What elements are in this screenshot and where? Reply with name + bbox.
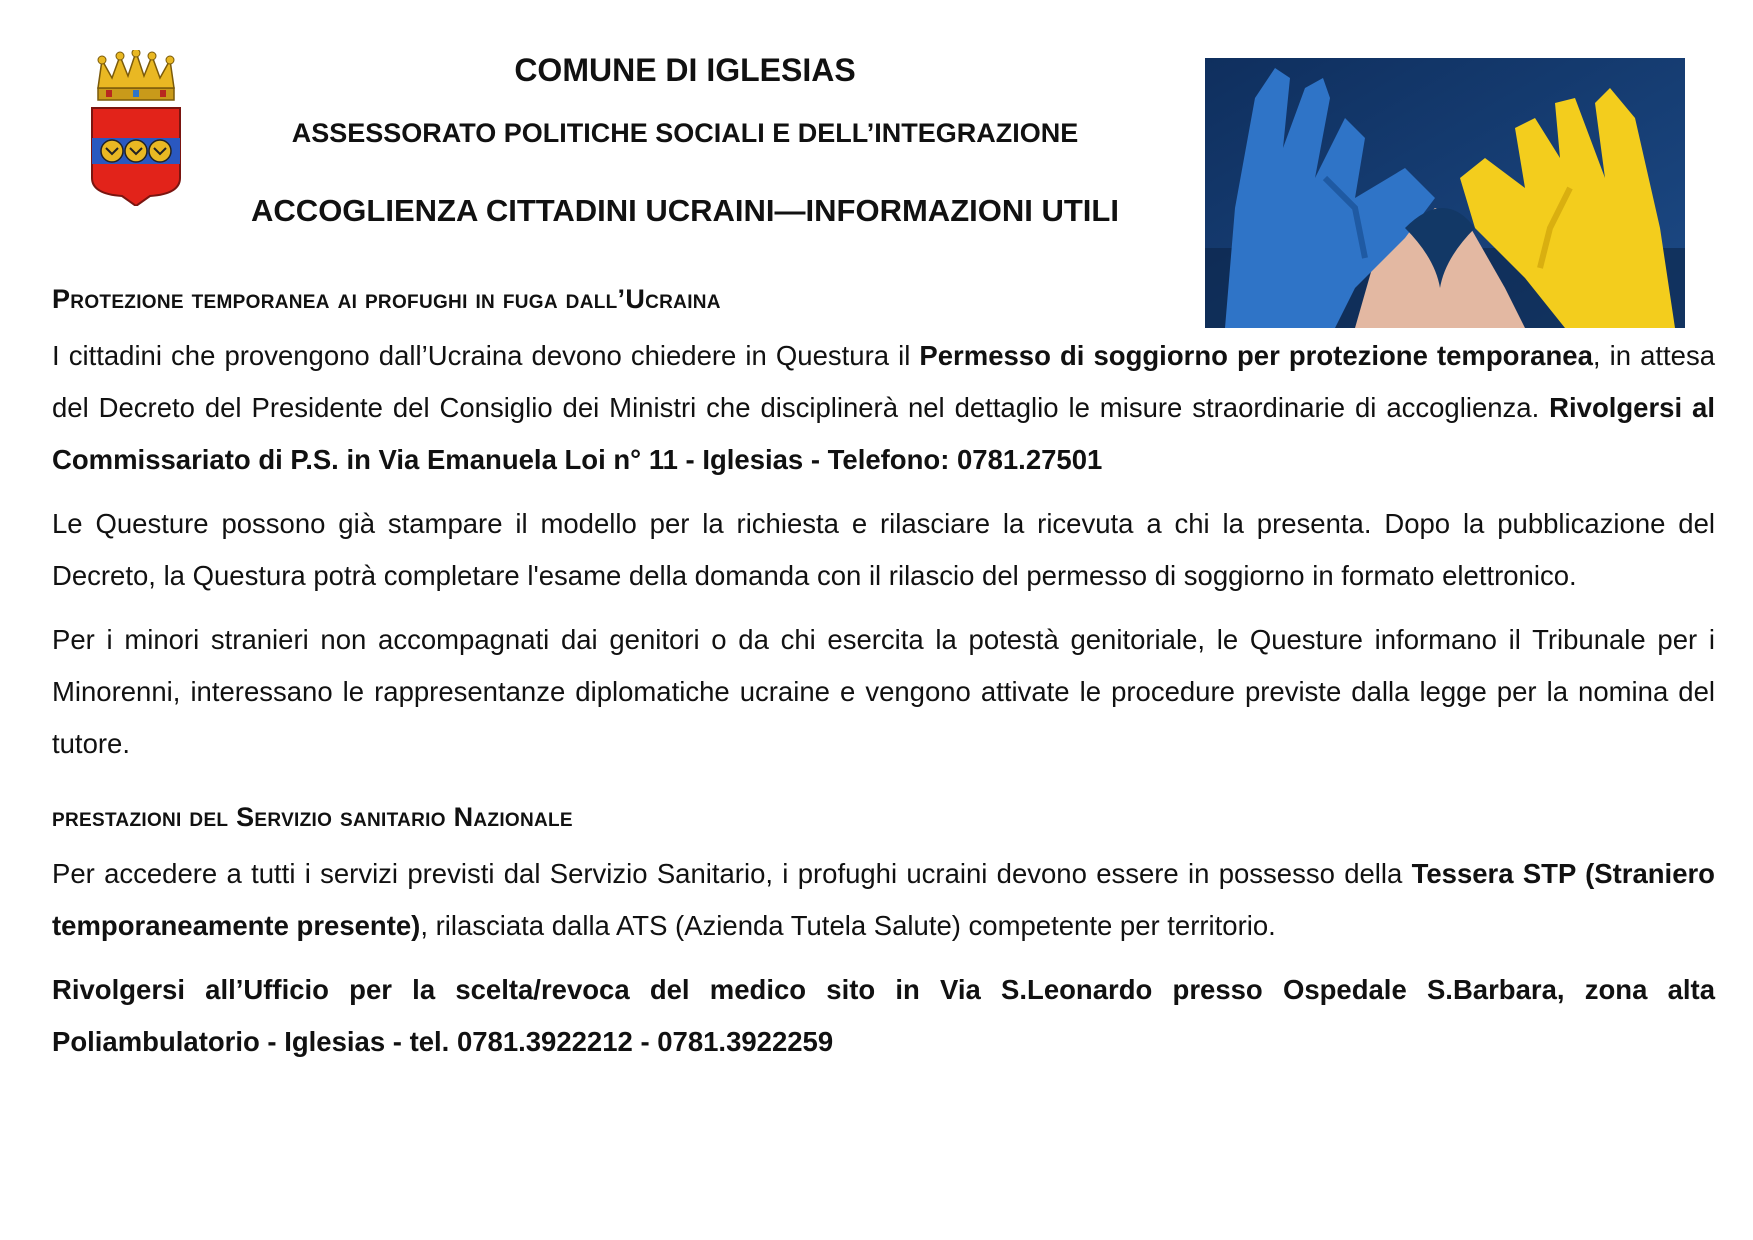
page-title: ACCOGLIENZA CITTADINI UCRAINI—INFORMAZIONI UTILI bbox=[251, 193, 1119, 228]
text-span: , rilasciata dalla ATS (Azienda Tutela Salute) competente per territorio. bbox=[420, 910, 1276, 941]
paragraph-questura-form: Le Questure possono già stampare il modello per la richiesta e rilasciare la ricevuta a chi la presenta. Dopo la pubblicazione del Decreto, la Questura potrà completare l'esame della domanda con il rilascio del permesso di soggiorno in formato elettronico. bbox=[52, 508, 1715, 591]
department-heading: ASSESSORATO POLITICHE SOCIALI E DELL’INTEGRAZIONE bbox=[291, 118, 1079, 148]
paragraph-residence-permit bbox=[52, 330, 1715, 486]
coat-of-arms-icon bbox=[88, 50, 184, 206]
text-span: Per accedere a tutti i servizi previsti dal Servizio Sanitario, i profughi ucraini devono essere in possesso della bbox=[52, 858, 1412, 889]
contact-health-office: Rivolgersi all’Ufficio per la scelta/revoca del medico sito in Via S.Leonardo presso Ospedale S.Barbara, zona alta Poliambulatorio - Iglesias - tel. 0781.3922212 - 0781.3922259 bbox=[52, 974, 1715, 1057]
bold-span: Tessera STP (Straniero temporaneamente presente) bbox=[52, 858, 1715, 941]
paragraph-stp-card bbox=[52, 848, 1715, 952]
section-title-protection: Protezione temporanea ai profughi in fuga dall’Ucraina bbox=[52, 284, 721, 314]
text-span: I cittadini che provengono dall’Ucraina devono chiedere in Questura il bbox=[52, 340, 920, 371]
municipality-heading: COMUNE DI IGLESIAS bbox=[514, 52, 856, 88]
contact-commissariato: Rivolgersi al Commissariato di P.S. in Via Emanuela Loi n° 11 - Iglesias - Telefono: 0781.27501 bbox=[52, 392, 1715, 475]
text-span: , in attesa del Decreto del Presidente del Consiglio dei Ministri che disciplinerà nel dettaglio le misure straordinarie di accoglienza. bbox=[52, 340, 1715, 423]
section-title-health: prestazioni del Servizio sanitario Nazionale bbox=[52, 802, 573, 832]
bold-span: Permesso di soggiorno per protezione temporanea bbox=[919, 340, 1593, 371]
paragraph-minors: Per i minori stranieri non accompagnati dai genitori o da chi esercita la potestà genitoriale, le Questure informano il Tribunale per i Minorenni, interessano le rappresentanze diplomatiche ucraine e vengono attivate le procedure previste dalla legge per la nomina del tutore. bbox=[52, 624, 1715, 759]
